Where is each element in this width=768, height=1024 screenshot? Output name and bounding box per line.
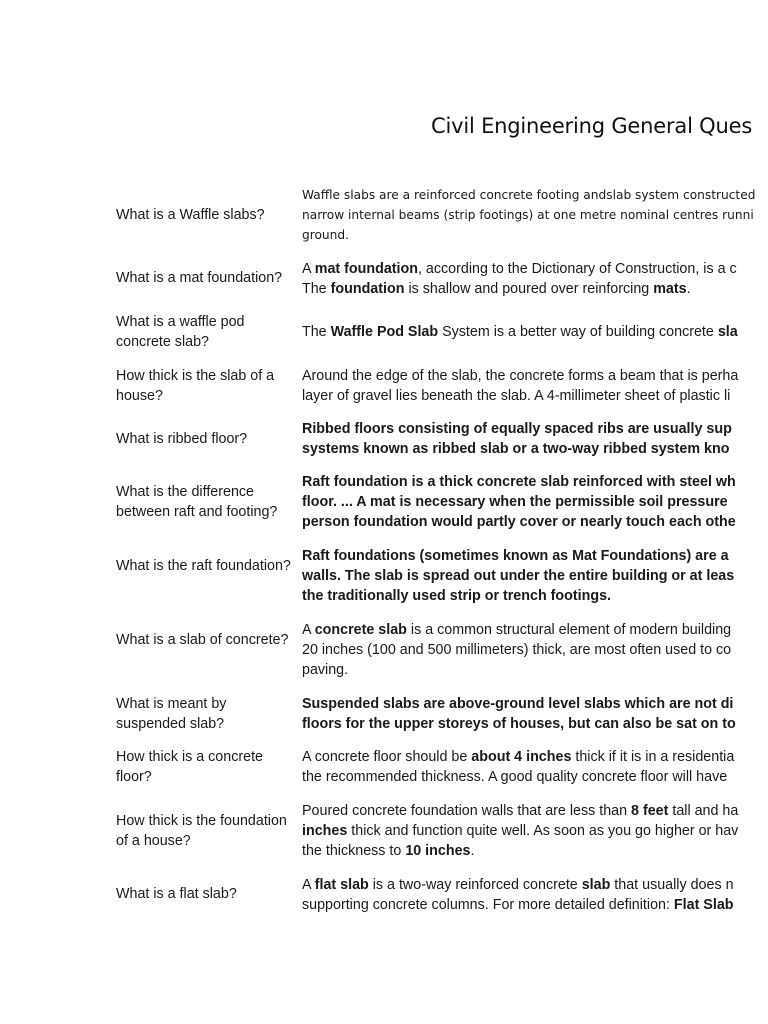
bold-text: 8 feet	[631, 803, 669, 819]
question-cell: What is a waffle pod concrete slab?	[116, 314, 245, 350]
answer-line	[302, 895, 768, 915]
answer-line	[302, 640, 768, 660]
answer-line	[302, 185, 768, 205]
text: A	[302, 877, 315, 893]
text: ground.	[302, 228, 349, 242]
question-cell: What is a Waffle slabs?	[116, 207, 265, 223]
answer-line	[302, 801, 768, 821]
text: tall and ha	[668, 803, 739, 819]
question-cell: What is meant by suspended slab?	[116, 696, 227, 732]
bold-text: Raft foundations (sometimes known as Mat Foundations) are a	[302, 548, 729, 564]
bold-text: flat slab	[314, 877, 369, 893]
answer-line	[302, 366, 768, 386]
bold-text: systems known as ribbed slab or a two-way ribbed system kno	[302, 441, 730, 457]
answer-line	[302, 566, 768, 586]
text: 20 inches (100 and 500 millimeters) thick, are most often used to co	[302, 642, 732, 658]
bold-text: floor. ... A mat is necessary when the permissible soil pressure	[302, 494, 728, 510]
answer-cell	[302, 747, 768, 787]
answer-cell	[302, 875, 768, 915]
bold-text: 10 inches	[405, 843, 471, 859]
answer-cell	[302, 801, 768, 861]
answer-line	[302, 841, 768, 861]
answer-line	[302, 492, 768, 512]
answer-cell	[302, 419, 768, 459]
bold-text: concrete slab	[314, 622, 407, 638]
answer-cell	[302, 472, 768, 532]
answer-cell	[302, 694, 768, 734]
text: A concrete floor should be	[302, 749, 472, 765]
bold-text: inches	[302, 823, 348, 839]
question-cell: How thick is the slab of a house?	[116, 368, 275, 404]
text: thick if it is in a residentia	[571, 749, 735, 765]
bold-text: walls. The slab is spread out under the entire building or at leas	[302, 568, 735, 584]
answer-line	[302, 875, 768, 895]
answer-cell	[302, 620, 768, 680]
text: is a common structural element of modern building	[406, 622, 732, 638]
bold-text: Waffle Pod Slab	[330, 324, 439, 340]
answer-line	[302, 512, 768, 532]
answer-line	[302, 259, 768, 279]
text: Poured concrete foundation walls that are less than	[302, 803, 632, 819]
answer-cell	[302, 185, 768, 245]
answer-line	[302, 714, 768, 734]
question-cell: What is a flat slab?	[116, 886, 237, 902]
answer-line	[302, 546, 768, 566]
page-title: Civil Engineering General Ques	[431, 114, 753, 138]
bold-text: Ribbed floors consisting of equally spaced ribs are usually sup	[302, 421, 732, 437]
text: System is a better way of building concrete	[438, 324, 718, 340]
text: The	[302, 324, 331, 340]
text: .	[470, 843, 475, 859]
bold-text: Raft foundation is a thick concrete slab reinforced with steel wh	[302, 474, 736, 490]
bold-text: mats	[653, 281, 687, 297]
answer-line	[302, 694, 768, 714]
question-cell: How thick is a concrete floor?	[116, 749, 263, 785]
bold-text: the traditionally used strip or trench footings.	[302, 588, 611, 604]
text: Waffle slabs are a reinforced concrete footing andslab system constructed	[302, 188, 756, 202]
answer-line	[302, 821, 768, 841]
question-cell: What is ribbed floor?	[116, 431, 248, 447]
answer-line	[302, 472, 768, 492]
text: thick and function quite well. As soon as you go higher or hav	[347, 823, 739, 839]
text: The	[302, 281, 331, 297]
text: supporting concrete columns. For more detailed definition:	[302, 897, 674, 913]
text: is shallow and poured over reinforcing	[404, 281, 654, 297]
text: .	[686, 281, 691, 297]
question-cell: What is the raft foundation?	[116, 558, 291, 574]
answer-cell	[302, 546, 768, 606]
answer-cell	[302, 259, 768, 299]
answer-cell	[302, 322, 768, 342]
bold-text: person foundation would partly cover or nearly touch each othe	[302, 514, 736, 530]
bold-text: slab	[581, 877, 611, 893]
text: Around the edge of the slab, the concrete forms a beam that is perha	[302, 368, 739, 384]
answer-line	[302, 279, 768, 299]
bold-text: sla	[717, 324, 738, 340]
question-cell: How thick is the foundation of a house?	[116, 813, 287, 849]
question-cell: What is the difference between raft and footing?	[116, 484, 278, 520]
text: A	[302, 622, 315, 638]
bold-text: foundation	[330, 281, 405, 297]
answer-line	[302, 386, 768, 406]
answer-line	[302, 322, 768, 342]
answer-line	[302, 205, 768, 225]
text: narrow internal beams (strip footings) at one metre nominal centres runni	[302, 208, 754, 222]
answer-cell	[302, 366, 768, 406]
text: layer of gravel lies beneath the slab. A 4-millimeter sheet of plastic li	[302, 388, 731, 404]
answer-line	[302, 747, 768, 767]
text: , according to the Dictionary of Construction, is a c	[417, 261, 737, 277]
question-cell: What is a mat foundation?	[116, 270, 283, 286]
text: is a two-way reinforced concrete	[368, 877, 582, 893]
answer-line	[302, 225, 768, 245]
bold-text: about 4 inches	[471, 749, 572, 765]
bold-text: floors for the upper storeys of houses, but can also be sat on to	[302, 716, 736, 732]
bold-text: Suspended slabs are above-ground level slabs which are not di	[302, 696, 734, 712]
bold-text: mat foundation	[314, 261, 418, 277]
text: the recommended thickness. A good quality concrete floor will have	[302, 769, 728, 785]
answer-line	[302, 620, 768, 640]
answer-line	[302, 660, 768, 680]
text: that usually does n	[610, 877, 734, 893]
answer-line	[302, 419, 768, 439]
question-cell: What is a slab of concrete?	[116, 632, 289, 648]
text: paving.	[302, 662, 349, 678]
text: the thickness to	[302, 843, 406, 859]
bold-text: Flat Slab	[673, 897, 734, 913]
answer-line	[302, 439, 768, 459]
text: A	[302, 261, 315, 277]
answer-line	[302, 586, 768, 606]
answer-line	[302, 767, 768, 787]
